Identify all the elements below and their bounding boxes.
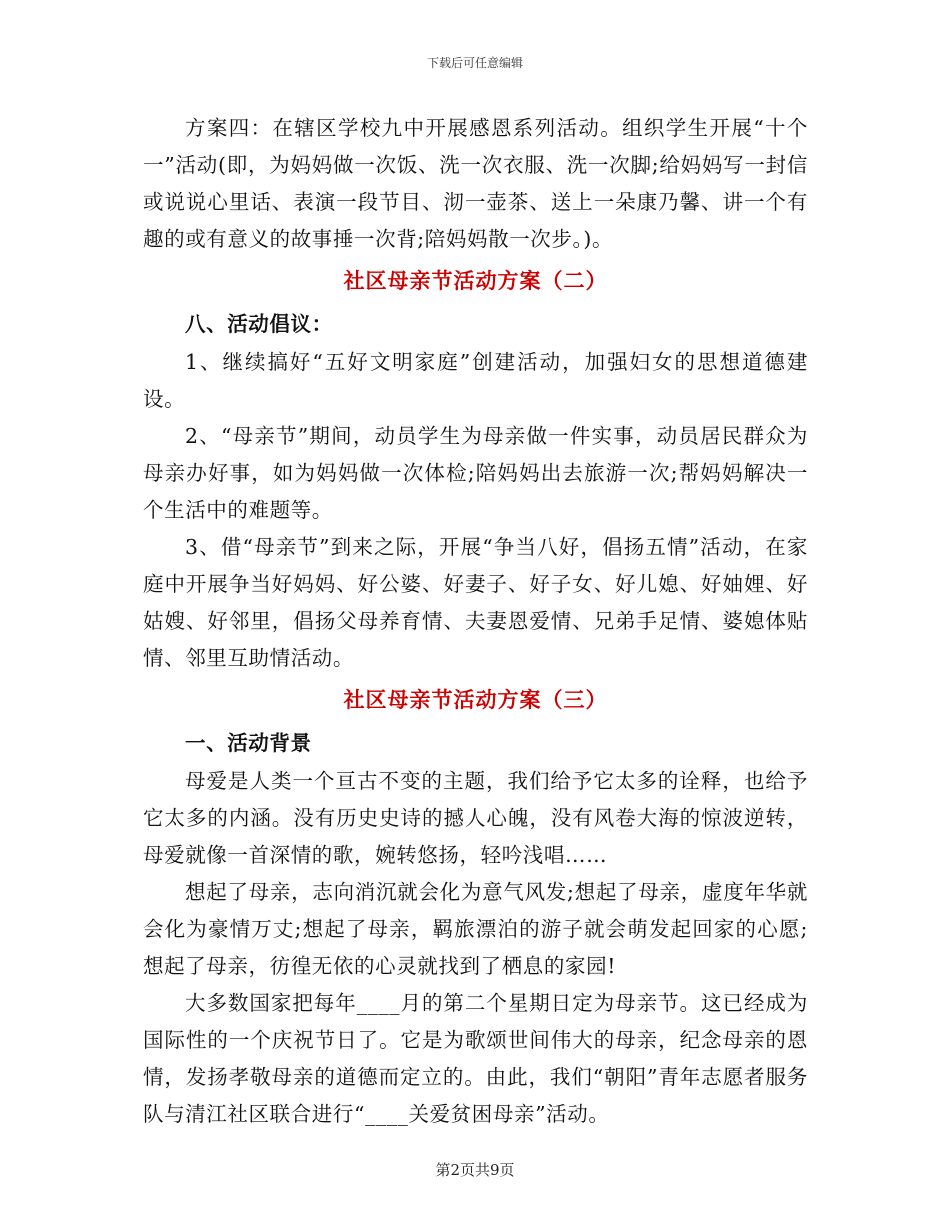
page-header: 下载后可任意编辑 — [426, 56, 523, 70]
section-title-3: 社区母亲节活动方案（三） — [343, 687, 608, 712]
paragraph-proposal-1: 1、继续搞好“五好文明家庭”创建活动，加强妇女的思想道德建设。 — [143, 350, 808, 411]
paragraph-background-2: 想起了母亲，志向消沉就会化为意气风发;想起了母亲，虚度年华就会化为豪情万丈;想起了母亲，羁旅漂泊的游子就会萌发起回家的心愿;想起了母亲，彷徨无依的心灵就找到了栖息的家园! — [143, 880, 808, 978]
paragraph-proposal-3: 3、借“母亲节”到来之际，开展“争当八好，倡扬五情”活动，在家庭中开展争当好妈妈、好公婆、好妻子、好子女、好儿媳、好妯娌、好姑嫂、好邻里，倡扬父母养育情、夫妻恩爱情、兄弟手足情、婆媳体贴情、邻里互助情活动。 — [143, 535, 808, 670]
page-number: 第2页共9页 — [435, 1161, 515, 1179]
paragraph-plan-four: 方案四：在辖区学校九中开展感恩系列活动。组织学生开展“十个一”活动(即，为妈妈做一次饭、洗一次衣服、洗一次脚;给妈妈写一封信或说说心里话、表演一段节目、沏一壶茶、送上一朵康乃馨、讲一个有趣的或有意义的故事捶一次背;陪妈妈散一次步。)。 — [143, 116, 808, 251]
document-body — [143, 110, 808, 1133]
subheading-activity-proposal: 八、活动倡议： — [185, 312, 333, 336]
paragraph-proposal-2: 2、“母亲节”期间，动员学生为母亲做一件实事，动员居民群众为母亲办好事，如为妈妈做一次体检;陪妈妈出去旅游一次;帮妈妈解决一个生活中的难题等。 — [143, 424, 808, 522]
section-title-2: 社区母亲节活动方案（二） — [343, 268, 608, 293]
paragraph-background-1: 母爱是人类一个亘古不变的主题，我们给予它太多的诠释，也给予它太多的内涵。没有历史史诗的撼人心魄，没有风卷大海的惊波逆转，母爱就像一首深情的歌，婉转悠扬，轻吟浅唱…… — [143, 769, 808, 867]
subheading-background: 一、活动背景 — [185, 731, 312, 755]
paragraph-background-3: 大多数国家把每年____月的第二个星期日定为母亲节。这已经成为国际性的一个庆祝节日了。它是为歌颂世间伟大的母亲，纪念母亲的恩情，发扬孝敬母亲的道德而定立的。由此，我们“朝阳”青年志愿者服务队与清江社区联合进行“____关爱贫困母亲”活动。 — [143, 991, 808, 1126]
